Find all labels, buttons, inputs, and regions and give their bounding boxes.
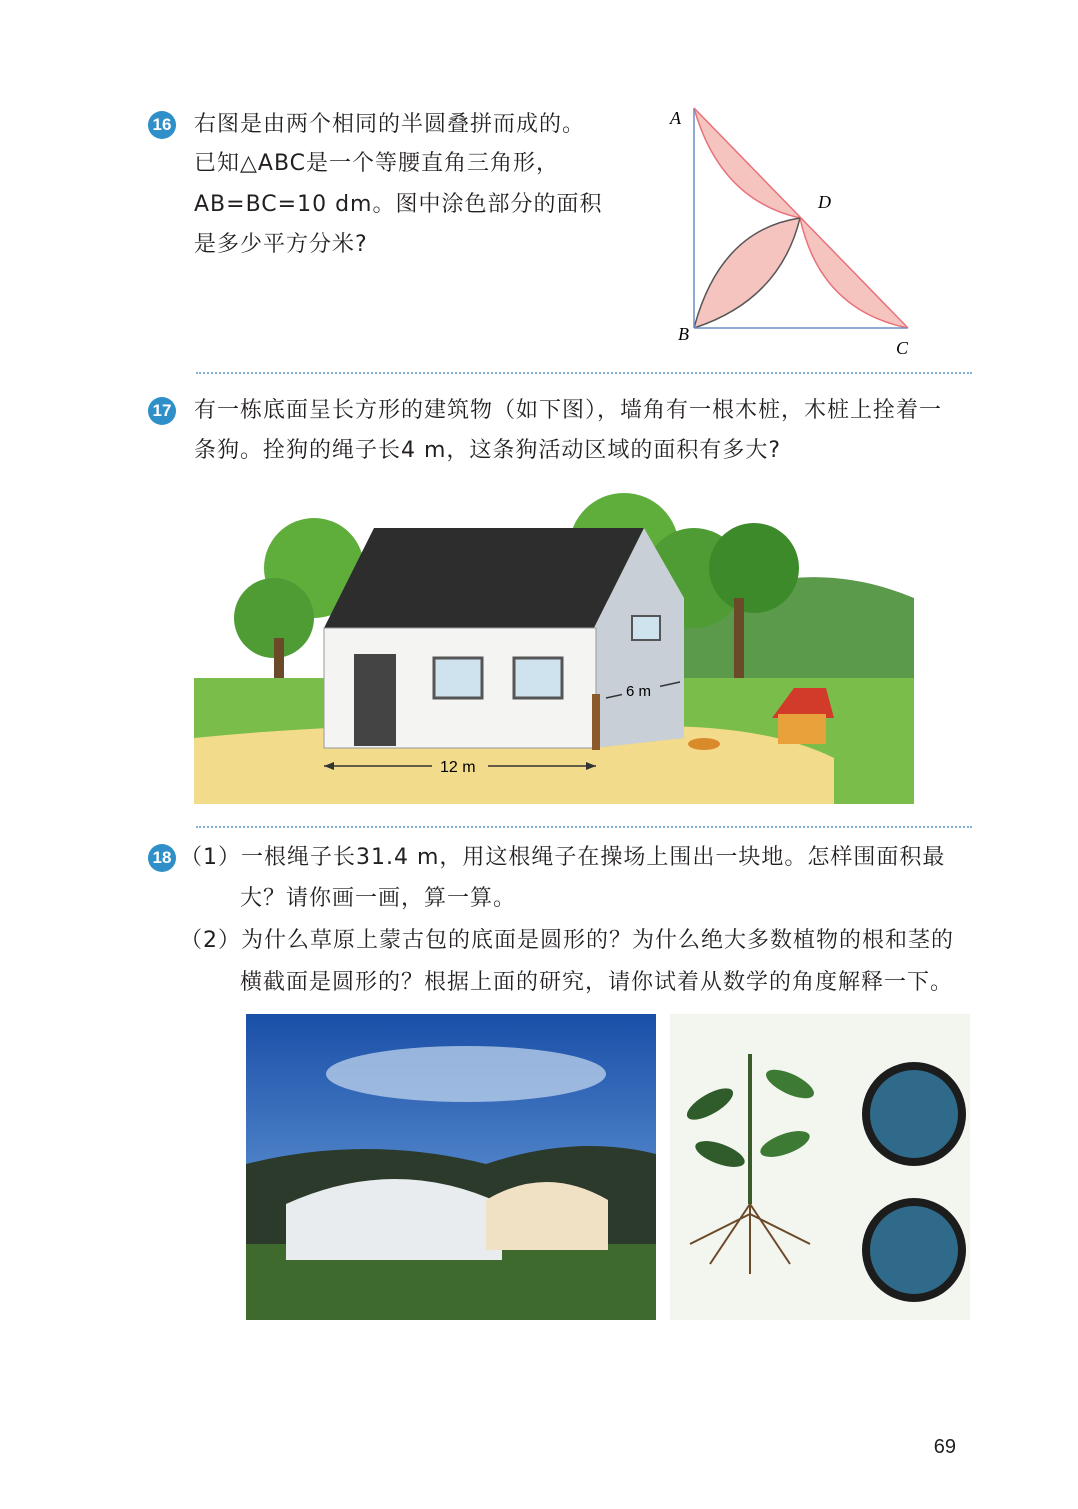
dim-length-label: 12 m — [440, 759, 476, 776]
label-B: B — [678, 324, 689, 344]
label-C: C — [896, 338, 909, 358]
q18-part2-line-1: （2）为什么草原上蒙古包的底面是圆形的？为什么绝大多数植物的根和茎的 — [180, 928, 954, 953]
q16-line-3: AB=BC=10 dm。图中涂色部分的面积 — [194, 192, 603, 217]
q17-line-2: 条狗。拴狗的绳子长4 m，这条狗活动区域的面积有多大? — [194, 438, 782, 463]
label-D: D — [818, 192, 831, 212]
yurt-photo — [246, 1014, 656, 1320]
q18-part1-line-2: 大？请你画一画，算一算。 — [240, 886, 517, 911]
divider-2 — [196, 826, 972, 828]
q17-line-1: 有一栋底面呈长方形的建筑物（如下图），墙角有一根木桩，木桩上拴着一 — [194, 398, 943, 423]
divider-1 — [196, 372, 972, 374]
dim-width-label: 6 m — [626, 683, 652, 700]
question-18-number: 18 — [148, 844, 176, 872]
q16-line-2: 已知△ABC是一个等腰直角三角形， — [194, 151, 560, 176]
q18-part2-line-2: 横截面是圆形的？根据上面的研究，请你试着从数学的角度解释一下。 — [240, 970, 954, 995]
question-16-number: 16 — [148, 111, 176, 139]
plant-cross-section-photo — [670, 1014, 970, 1320]
question-17-number: 17 — [148, 397, 176, 425]
q16-line-1: 右图是由两个相同的半圆叠拼而成的。 — [194, 112, 586, 137]
q16-semicircle-diagram — [660, 100, 920, 360]
q18-part1-line-1: （1）一根绳子长31.4 m，用这根绳子在操场上围出一块地。怎样围面积最 — [180, 845, 946, 870]
q17-house-illustration — [194, 488, 914, 804]
page-number: 69 — [933, 1436, 956, 1458]
label-A: A — [670, 108, 681, 128]
q16-line-4: 是多少平方分米? — [194, 232, 368, 257]
